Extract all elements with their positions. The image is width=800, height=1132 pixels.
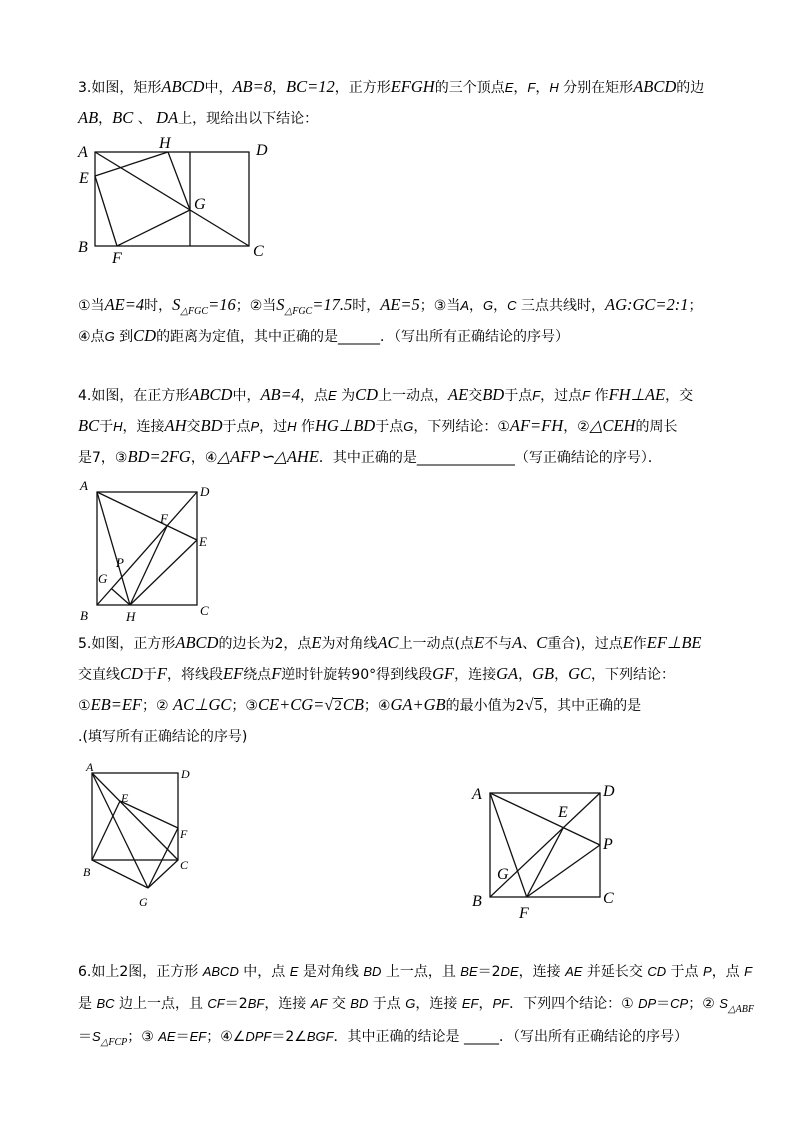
variable: ABCD: [202, 964, 239, 979]
math-expression: =16: [208, 295, 236, 314]
segment-AC: [95, 152, 249, 246]
point-label-B: B: [80, 608, 88, 623]
math-expression: △CEH: [589, 416, 636, 435]
text-run: .(填写所有正确结论的序号): [78, 729, 248, 745]
point-label-A: A: [472, 786, 482, 803]
text-run: 是对角线: [298, 964, 364, 980]
text-run: 交: [327, 996, 351, 1012]
text-run: 分别在矩形: [558, 80, 634, 96]
figure-problem-4: [72, 476, 222, 626]
math-expression: BD=2FG: [127, 447, 191, 466]
text-run: ；②: [142, 698, 174, 714]
point-label-A: A: [78, 144, 88, 161]
variable: EF: [189, 1029, 207, 1044]
text-run: 4.如图，在正方形: [78, 388, 190, 404]
text-run: ①当: [78, 298, 105, 314]
variable: F: [527, 80, 536, 95]
point-label-C: C: [603, 890, 614, 907]
variable: S: [719, 996, 728, 1011]
math-expression: GC: [568, 664, 592, 683]
variable: F: [744, 964, 753, 979]
variable: G: [104, 329, 115, 344]
text-run: 、: [522, 636, 537, 652]
text-run: 的三个顶点: [434, 80, 505, 96]
variable: A: [460, 298, 470, 313]
text-run: ＝2∠: [271, 1029, 307, 1045]
problem-3-conclusions-line-1: [78, 294, 703, 316]
text-run: ，下列结论：①: [413, 419, 510, 435]
text-run: ，: [478, 996, 493, 1012]
math-expression: GA: [496, 664, 519, 683]
text-run: 于: [142, 667, 157, 683]
text-run: ＝2: [477, 964, 501, 980]
text-run: ，: [554, 667, 569, 683]
point-label-E: E: [121, 791, 129, 805]
text-run: ；④: [363, 698, 391, 714]
problem-3-stem-line-1: [78, 76, 704, 98]
variable: G: [405, 996, 416, 1011]
segment-EH: [95, 152, 168, 176]
variable: BC: [96, 996, 115, 1011]
point-label-F: F: [160, 511, 168, 526]
variable: E: [328, 388, 337, 403]
text-run: ，连接: [264, 996, 311, 1012]
text-run: ，连接: [122, 419, 165, 435]
math-expression: E: [622, 633, 633, 652]
math-expression: AC⊥GC: [173, 695, 232, 714]
segment-EF: [120, 801, 178, 828]
math-expression: HG⊥BD: [315, 416, 376, 435]
math-expression: EF⊥BE: [646, 633, 702, 652]
text-run: ，其中正确的是: [543, 698, 642, 714]
variable: P: [703, 964, 712, 979]
point-label-B: B: [78, 239, 88, 256]
point-label-E: E: [199, 534, 207, 549]
math-expression: ABCD: [161, 77, 205, 96]
text-run: ；②: [688, 996, 720, 1012]
point-label-D: D: [181, 767, 190, 781]
text-run: ，正方形: [334, 80, 391, 96]
math-expression: √: [524, 695, 534, 714]
math-expression: BC=12: [286, 77, 335, 96]
variable: AE: [565, 964, 583, 979]
problem-5-stem-line-1: [78, 632, 702, 654]
math-expression: C: [536, 633, 548, 652]
math-expression: CD: [120, 664, 143, 683]
text-run: ＝: [78, 1029, 92, 1045]
variable: BF: [247, 996, 265, 1011]
problem-5-stem-line-4: [78, 726, 247, 748]
segment-FG: [148, 828, 178, 888]
text-run: 上一动点，: [378, 388, 449, 404]
text-run: 时，: [352, 298, 381, 314]
text-run: 的边长为2，点: [218, 636, 312, 652]
math-expression: AE=5: [380, 295, 420, 314]
segment-FH: [130, 526, 167, 605]
math-expression: GA+GB: [390, 695, 446, 714]
text-run: ，将线段: [167, 667, 224, 683]
math-expression: AC: [377, 633, 399, 652]
text-run: ；③当: [419, 298, 461, 314]
text-run: 中，: [232, 388, 261, 404]
variable: H: [287, 419, 297, 434]
variable: BD: [350, 996, 369, 1011]
point-label-G: G: [139, 895, 148, 909]
math-expression: F: [156, 664, 168, 683]
problem-4-stem-line-3: [78, 446, 662, 468]
text-run: 的最小值为2: [445, 698, 525, 714]
text-run: 交: [468, 388, 483, 404]
point-label-D: D: [256, 142, 268, 159]
math-expression: GF: [432, 664, 455, 683]
math-expression: ABCD: [175, 633, 219, 652]
variable: H: [113, 419, 123, 434]
text-run: ，: [98, 111, 113, 127]
segment-FE: [95, 176, 117, 246]
text-run: ，点: [300, 388, 328, 404]
segment-HG: [168, 152, 190, 210]
text-run: 5.如图，正方形: [78, 636, 176, 652]
variable: BGF: [306, 1029, 334, 1044]
math-expression: AB=4: [260, 385, 300, 404]
figure-problem-6: [462, 775, 632, 925]
text-run: ，过: [259, 419, 288, 435]
variable: E: [289, 964, 299, 979]
variable: CP: [670, 996, 689, 1011]
radicand: 2: [334, 698, 342, 714]
text-run: 的边: [676, 80, 705, 96]
math-expression: BC: [78, 416, 100, 435]
problem-5-stem-line-2: [78, 663, 675, 685]
text-run: ，: [518, 667, 533, 683]
text-run: 是: [78, 996, 97, 1012]
math-expression: E: [311, 633, 322, 652]
variable: C: [507, 298, 517, 313]
text-run: 中，: [204, 80, 233, 96]
text-run: 时，: [144, 298, 173, 314]
text-run: 3.如图，矩形: [78, 80, 162, 96]
text-run: 作: [296, 419, 315, 435]
math-expression: DA: [156, 108, 179, 127]
point-label-B: B: [472, 893, 482, 910]
text-run: 三点共线时，: [516, 298, 605, 314]
text-run: ，: [272, 80, 286, 96]
text-run: 的周长: [635, 419, 678, 435]
point-label-A: A: [80, 478, 88, 493]
text-run: 上一点，且: [381, 964, 461, 980]
text-run: ，④: [190, 450, 218, 466]
point-label-C: C: [200, 603, 209, 618]
point-label-E: E: [558, 804, 568, 821]
text-run: 上，现给出以下结论：: [178, 111, 319, 127]
figure-problem-5: [72, 756, 212, 912]
text-run: ；④∠: [206, 1029, 246, 1045]
segment-AC: [92, 773, 178, 860]
variable: EF: [461, 996, 479, 1011]
segment-BE: [92, 801, 120, 860]
text-run: ，连接: [518, 964, 566, 980]
text-run: 于点: [375, 419, 404, 435]
text-run: 重合)，过点: [547, 636, 623, 652]
subscript: △ABF: [727, 1004, 754, 1015]
text-run: ＝2: [224, 996, 248, 1012]
problem-6-stem-line-3: [78, 1026, 688, 1048]
text-run: 于: [99, 419, 114, 435]
variable: AE: [158, 1029, 176, 1044]
text-run: 并延长交: [582, 964, 648, 980]
variable: PF: [492, 996, 510, 1011]
text-run: 于点: [222, 419, 251, 435]
variable: DPF: [245, 1029, 272, 1044]
text-run: ；③: [127, 1029, 159, 1045]
math-expression: AF=FH: [509, 416, 564, 435]
variable: E: [504, 80, 514, 95]
point-label-D: D: [603, 783, 615, 800]
point-label-F: F: [112, 250, 122, 267]
variable: CF: [207, 996, 225, 1011]
math-expression: AE=4: [104, 295, 145, 314]
segment-GF: [117, 210, 190, 246]
figure-problem-3: [72, 134, 272, 270]
text-run: 是7，③: [78, 450, 128, 466]
segment-EF: [527, 828, 564, 897]
math-expression: F: [271, 664, 282, 683]
point-label-C: C: [180, 858, 189, 872]
subscript: △FGC: [180, 306, 209, 317]
math-expression: AH: [164, 416, 187, 435]
text-run: ＝: [656, 996, 671, 1012]
point-label-P: P: [603, 836, 613, 853]
text-run: 6.如上2图，正方形: [78, 964, 203, 980]
math-expression: CE+CG=√: [257, 695, 334, 714]
text-run: 为对角线: [321, 636, 378, 652]
text-run: 作: [590, 388, 609, 404]
math-expression: AE: [448, 385, 469, 404]
text-run: ＝: [175, 1029, 190, 1045]
math-expression: =17.5: [312, 295, 353, 314]
math-expression: S: [276, 295, 285, 314]
variable: BE: [460, 964, 478, 979]
text-run: 交: [186, 419, 201, 435]
variable: DE: [500, 964, 519, 979]
math-expression: EF: [223, 664, 244, 683]
text-run: 逆时针旋转90°得到线段: [281, 667, 433, 683]
problem-4-stem-line-1: [78, 384, 693, 406]
variable: G: [483, 298, 494, 313]
text-run: ．其中正确的结论是 _____．（写出所有正确结论的序号）: [333, 1029, 688, 1045]
problem-6-stem-line-2: [78, 993, 754, 1015]
text-run: 于点: [666, 964, 704, 980]
problem-3-conclusions-line-2: [78, 325, 569, 347]
variable: F: [532, 388, 541, 403]
segment-AP: [490, 793, 600, 845]
subscript: △FCP: [100, 1037, 128, 1048]
variable: AF: [310, 996, 328, 1011]
text-run: ，: [535, 80, 550, 96]
variable: S: [92, 1029, 101, 1044]
math-expression: BC: [112, 108, 134, 127]
segment-GB: [92, 860, 148, 888]
point-label-G: G: [194, 196, 206, 213]
segment-AE: [97, 492, 197, 540]
text-run: 上一动点(点: [398, 636, 475, 652]
text-run: ①: [78, 698, 91, 714]
math-expression: △AFP∽△AHE: [217, 447, 319, 466]
math-expression: BD: [482, 385, 505, 404]
text-run: ；: [688, 298, 703, 314]
math-expression: EFGH: [390, 77, 435, 96]
text-run: 边上一点，且: [114, 996, 208, 1012]
point-label-A: A: [86, 760, 94, 774]
text-run: 交直线: [78, 667, 120, 683]
segment-AH: [97, 492, 130, 605]
text-run: 、: [133, 111, 157, 127]
math-expression: EB=EF: [90, 695, 143, 714]
math-expression: FH⊥AE: [608, 385, 666, 404]
text-run: 于点: [368, 996, 406, 1012]
text-run: ，点: [711, 964, 745, 980]
problem-4-stem-line-2: [78, 415, 677, 437]
point-label-H: H: [159, 135, 171, 152]
math-expression: ABCD: [189, 385, 233, 404]
variable: F: [582, 388, 591, 403]
text-run: 作: [632, 636, 647, 652]
point-label-F: F: [180, 827, 188, 841]
variable: P: [250, 419, 260, 434]
text-run: ；③: [231, 698, 258, 714]
text-run: ，: [493, 298, 508, 314]
problem-3-stem-line-2: [78, 107, 318, 129]
text-run: ，连接: [415, 996, 462, 1012]
variable: DP: [638, 996, 657, 1011]
math-expression: S: [172, 295, 181, 314]
radicand: 5: [534, 698, 543, 714]
segment-GC: [148, 860, 178, 888]
text-run: 到: [114, 329, 134, 345]
variable: H: [549, 80, 559, 95]
point-label-E: E: [79, 170, 89, 187]
variable: BD: [363, 964, 382, 979]
text-run: ，: [469, 298, 484, 314]
math-expression: AB: [78, 108, 99, 127]
math-expression: GB: [532, 664, 555, 683]
math-expression: AG:GC=2:1: [604, 295, 689, 314]
text-run: 的距离为定值，其中正确的是______．（写出所有正确结论的序号）: [156, 329, 570, 345]
text-run: ，②: [563, 419, 590, 435]
math-expression: CD: [355, 385, 379, 404]
text-run: ；②当: [235, 298, 277, 314]
point-label-H: H: [126, 609, 136, 624]
math-expression: BD: [200, 416, 223, 435]
math-expression: AB=8: [232, 77, 272, 96]
text-run: ，过点: [540, 388, 583, 404]
text-run: ，下列结论：: [591, 667, 676, 683]
text-run: ④点: [78, 329, 105, 345]
text-run: ，交: [665, 388, 694, 404]
point-label-D: D: [200, 484, 210, 499]
math-expression: E: [474, 633, 485, 652]
text-run: ．其中正确的是______________（写正确结论的序号）．: [318, 450, 662, 466]
variable: CD: [647, 964, 667, 979]
math-expression: CD: [133, 326, 157, 345]
segment-GA: [92, 773, 148, 888]
text-run: ，: [513, 80, 528, 96]
math-expression: A: [512, 633, 523, 652]
point-label-G: G: [98, 571, 108, 586]
point-label-G: G: [497, 866, 509, 883]
text-run: ，连接: [454, 667, 497, 683]
text-run: 中，点: [238, 964, 290, 980]
point-label-B: B: [83, 865, 91, 879]
point-label-F: F: [519, 905, 529, 922]
text-run: 于点: [504, 388, 533, 404]
subscript: △FGC: [284, 306, 313, 317]
point-label-P: P: [116, 555, 124, 570]
math-expression: ABCD: [633, 77, 677, 96]
text-run: 不与: [484, 636, 513, 652]
variable: G: [403, 419, 414, 434]
point-label-C: C: [253, 243, 264, 260]
text-run: ．下列四个结论：①: [509, 996, 639, 1012]
text-run: 为: [336, 388, 356, 404]
text-run: 绕点: [243, 667, 272, 683]
math-expression: CB: [342, 695, 364, 714]
problem-5-stem-line-3: [78, 694, 641, 716]
problem-6-stem-line-1: [78, 961, 752, 983]
segment-HE: [130, 540, 197, 605]
